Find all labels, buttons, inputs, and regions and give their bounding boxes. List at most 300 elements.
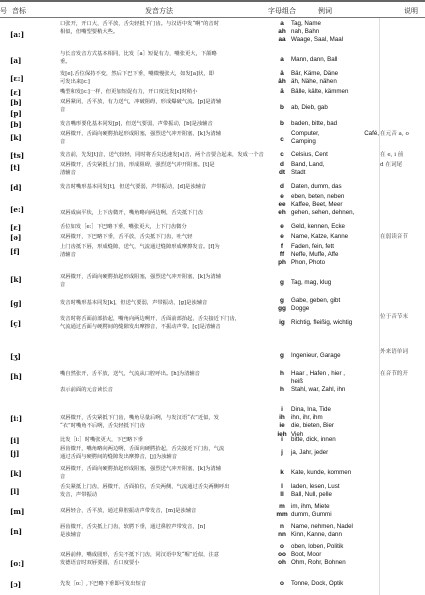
method-line: 双唇微开，舌面向硬腭抬起形成阻塞，强烈送气冲开阻塞，[k]为清辅: [60, 131, 221, 137]
pronunciation-method: [60, 406, 264, 431]
letter-item: ll: [280, 491, 284, 499]
usage-note: d 在词尾: [380, 162, 403, 168]
letter-combination: [274, 352, 290, 360]
example-line: Faden, fein, fett: [291, 243, 334, 250]
example-line: Name, nehmen, Nadel: [291, 523, 353, 530]
letter-item: b: [280, 120, 284, 127]
letter-combination: [274, 104, 290, 112]
table-row: [0, 50, 425, 68]
example-line: äh, Nähe, nähen: [291, 78, 337, 86]
method-line: 垂。: [60, 59, 71, 66]
example-line: Bär, Käme, Däne: [291, 70, 339, 77]
example-line: die, bieten, Bier: [291, 422, 334, 430]
phonetic-symbol: [ç]: [10, 319, 22, 328]
letter-combination: [274, 193, 290, 218]
phonetic-symbol: [ɔ]: [10, 580, 22, 589]
example-words: [291, 88, 379, 96]
letter-item: ieh: [277, 430, 287, 438]
example-line: Mann, dann, Ball: [291, 56, 338, 63]
method-line: 嘴型和发[ɛ:]一样，但更加短促有力，开口度比发[ɛ]时稍小: [60, 89, 198, 95]
letter-combination: [274, 406, 290, 439]
letter-item: ie: [279, 422, 285, 430]
letter-combination: [274, 449, 290, 457]
example-part: Computer,: [291, 130, 320, 137]
pronunciation-method: [60, 223, 264, 231]
letter-item: eh: [278, 209, 286, 217]
method-line: [60, 543, 264, 551]
method-line: 气流通过舌面与硬腭间的缝隙发出摩擦音，不振动声带。[ç]是清辅音: [60, 324, 221, 331]
example-words: [291, 370, 379, 395]
example-line: Name, Katze, Kanne: [291, 233, 349, 240]
letter-item: n: [280, 523, 284, 530]
letter-item: ä: [280, 88, 284, 95]
header-rule: [0, 17, 425, 18]
pronunciation-method: [60, 465, 264, 481]
method-line: 双唇微开，舌面向硬腭抬起形成阻塞，强烈送气冲开阻塞，[k]为清辅: [60, 466, 221, 472]
example-words: [291, 297, 379, 313]
pronunciation-method: [60, 315, 264, 331]
method-line: 相似，但嘴型要稍大些。: [60, 29, 119, 36]
phonetic-symbol: [ts]: [10, 151, 25, 160]
letter-combination: [274, 370, 290, 395]
header-notes: 说明: [404, 7, 418, 15]
letter-item: k: [280, 469, 284, 476]
example-line: Kaffee, Beet, Meer: [291, 201, 343, 209]
phonetic-symbol: [p]: [10, 109, 22, 118]
example-line: Bälle, kälte, kämmen: [291, 88, 349, 95]
letter-item: ee: [278, 201, 286, 209]
phonetic-symbol: [j]: [10, 449, 20, 458]
letter-combination: [274, 120, 290, 128]
method-line: 双唇微开，下巴略下垂，舌平放，舌尖抵下门齿，吐气轻: [60, 234, 193, 240]
example-words: [291, 193, 379, 218]
letter-item: i: [281, 406, 283, 413]
method-line: 发德语音时双唇要圆，舌口度要小: [60, 560, 140, 567]
example-line: oben, loben, Politik: [291, 543, 344, 550]
phonetic-symbol: [b]: [10, 120, 22, 129]
example-words: [291, 161, 379, 177]
usage-note: 在音节的开: [380, 371, 408, 377]
table-row: [0, 580, 425, 592]
method-line: [60, 378, 264, 386]
method-line: 发音时嘴形基本同发[k]，但送气要弱，声带振动，[g]是浊辅音: [60, 300, 208, 306]
letter-combination: [274, 436, 290, 444]
example-words: [291, 104, 379, 112]
example-line: Kinn, Kanne, dann: [291, 531, 342, 539]
method-line: 舌尖紧抵上门齿，唇微开，舌面拍位，舌尖两侧，气流通过舌尖两侧呼出: [60, 484, 230, 490]
pronunciation-method: [60, 507, 264, 515]
method-line: 发音嘴形要化基本同发[p]，但送气要弱，声带振动，[b]是浊辅音: [60, 121, 213, 127]
example-words: [291, 233, 379, 241]
example-line: Dogge: [291, 305, 310, 313]
pronunciation-method: [60, 299, 264, 307]
table-row: [0, 151, 425, 161]
method-line: 可发出来[ɛ:]: [60, 79, 90, 86]
example-words: [291, 56, 379, 64]
letter-combination: [274, 483, 290, 499]
table-row: [0, 130, 425, 151]
pronunciation-method: [60, 98, 264, 114]
table-row: [0, 523, 425, 543]
method-line: 发[e].舌位保持不变，然后下巴下垂，嘴微慢张大，如发[a]状，即: [60, 71, 214, 77]
example-words: [291, 319, 379, 327]
letter-combination: [274, 243, 290, 268]
example-words: [291, 20, 379, 45]
phonetic-symbol: [h]: [10, 372, 23, 381]
header-method: 发音方法: [145, 7, 173, 15]
letter-item: o: [280, 543, 284, 550]
pronunciation-method: [60, 183, 264, 191]
method-line: [60, 406, 264, 414]
table-row: [0, 348, 425, 370]
method-line: 双唇紧闭，舌平放，有力送气，冲破阻碍，形成爆破气流。[p]是清辅: [60, 99, 222, 105]
example-line: Tag, mag, klug: [291, 279, 332, 286]
usage-note: 在元音 a, o: [380, 131, 409, 137]
table-row: [0, 273, 425, 295]
header-examples: 例词: [318, 7, 332, 15]
header-letters: 字母组合: [268, 7, 296, 15]
example-line: Ball, Null, pelle: [291, 491, 332, 499]
phonetic-symbol: [n]: [10, 527, 23, 536]
pronunciation-method: [60, 243, 264, 259]
letter-item: h: [280, 370, 284, 377]
method-line: 发音时嘴形基本同发[t]，但送气要弱，声带振动，[d]是浊辅音: [60, 184, 207, 190]
letter-item: ig: [279, 319, 285, 326]
method-line: 先发［o:］,下巴略下垂即可发出短音: [60, 581, 147, 587]
letter-combination: [274, 136, 290, 144]
example-words: [291, 243, 379, 268]
phonetic-symbol: [i]: [10, 436, 20, 445]
pronunciation-method: [60, 483, 264, 499]
method-line: [60, 201, 264, 209]
phonetic-symbol: [o:]: [10, 559, 25, 568]
method-line: 与长音发音方式基本相同，比发［a］短促有力，嘴张更大，下颌略: [60, 51, 217, 57]
table-row: [0, 503, 425, 523]
example-line: Celsius, Cent: [291, 151, 328, 158]
method-line: 发音前，先发[t]音，送气较轻，同时将舌尖迅速发[s]音，两个音要合起来，发成一个音: [60, 152, 264, 158]
example-line: Camping: [291, 138, 316, 146]
method-line: 唇齿微开，舌尖抵上门齿，软腭下垂，通过鼻腔声带发音，[n]: [60, 524, 206, 530]
letter-item: c: [280, 136, 284, 143]
phonetic-symbol: [d]: [10, 183, 22, 192]
table-row: [0, 543, 425, 579]
example-line: [291, 370, 379, 378]
method-line: 双唇微开，舌尖紧抵下门齿，嘴角尽量后咧，与发汉语“衣”近似，发: [60, 415, 220, 422]
letter-item: d: [280, 183, 284, 190]
letter-item: e: [280, 223, 284, 230]
usage-note: 在 e, i 前: [380, 152, 404, 158]
letter-item: ih: [279, 414, 285, 422]
example-line: Vieh: [291, 430, 304, 438]
pronunciation-method: [60, 233, 264, 241]
table-row: [0, 483, 425, 503]
usage-note: 外来语单词: [380, 349, 408, 355]
method-line: 上门齿抵下唇，形成缝隙，送气，气流通过缝隙形成摩擦发音。[f]为: [60, 244, 220, 250]
table-row: [0, 223, 425, 233]
usage-note: 位于音节末: [380, 314, 408, 320]
pronunciation-method: [60, 130, 264, 146]
letter-item: g: [280, 352, 284, 359]
example-words: [291, 449, 379, 457]
phonetic-symbol: [ɛ:]: [10, 74, 24, 83]
example-words: [291, 406, 379, 439]
letter-item: mm: [276, 511, 288, 519]
example-line: im, ihm, Miete: [291, 503, 330, 510]
pronunciation-method: [60, 193, 264, 218]
method-line: 发音时将舌面前部抬起，嘴角向两边咧开，舌面前部抬起，舌尖接近下门齿，: [60, 316, 241, 322]
example-line: Geld, kennen, Ecke: [291, 223, 346, 230]
method-line: 通过舌面与硬腭间的缝隙发出摩擦音，[j]为浊辅音: [60, 454, 178, 461]
example-line: heiß: [291, 378, 304, 386]
method-line: 双唇前伸，嘴成圆形，舌尖不抵下门齿，同汉语中发“喔”近似，注意: [60, 552, 220, 559]
phonetic-symbol: [a:]: [10, 30, 25, 39]
table-row: [0, 313, 425, 343]
letter-item: nn: [278, 531, 286, 539]
method-line: 表示前面的元音读长音: [60, 387, 113, 394]
table-row: [0, 406, 425, 436]
letter-combination: [274, 88, 290, 96]
letter-combination: [274, 56, 290, 64]
letter-item: o: [280, 580, 284, 587]
example-words: [291, 279, 379, 287]
letter-item: m: [279, 503, 285, 510]
top-rule: [0, 0, 425, 2]
table-row: [0, 297, 425, 311]
method-line: 唇齿微开，嘴角略向两边咧，舌面向硬腭抬起，舌尖接近下门齿，气流: [60, 446, 225, 452]
example-line: Waage, Saal, Maal: [291, 36, 344, 44]
letter-item: h: [280, 386, 284, 394]
letter-item: g: [280, 297, 284, 304]
letter-item: ä: [280, 70, 284, 77]
phonetic-symbol: [k]: [10, 469, 22, 478]
header-num: 号: [0, 7, 7, 15]
table-row: [0, 436, 425, 445]
example-line: Boot, Moor: [291, 551, 322, 559]
phonetic-symbol: [ɛ]: [10, 223, 22, 232]
method-line: 双唇微开，舌尖紧抵上门齿，形成阻碍，强烈送气冲开阻塞。[t]是: [60, 162, 215, 168]
letter-item: äh: [278, 78, 286, 86]
letter-item: g: [280, 279, 284, 286]
letter-item: d: [280, 161, 284, 168]
letter-combination: [274, 469, 290, 477]
phonetic-symbol: [a]: [10, 56, 22, 65]
pronunciation-method: [60, 273, 264, 289]
letter-item: oh: [278, 559, 286, 567]
example-line: Ohm, Rohr, Bohnen: [291, 559, 346, 567]
pronunciation-method: [60, 161, 264, 177]
letter-combination: [274, 279, 290, 287]
letter-combination: [274, 580, 290, 588]
table-row: [0, 98, 425, 120]
example-line: dumm, Gummi: [291, 511, 332, 519]
method-line: 音: [60, 474, 66, 481]
pronunciation-method: [60, 20, 264, 36]
letter-item: j: [281, 449, 283, 456]
letter-item: ff: [279, 251, 285, 259]
example-words: [291, 483, 379, 499]
letter-item: l: [281, 483, 283, 490]
example-line: ja, Jahr, jeder: [291, 449, 329, 456]
phonetic-symbol: [t]: [10, 163, 21, 172]
table-row: [0, 193, 425, 223]
letter-combination: [274, 543, 290, 568]
example-words: [291, 120, 379, 128]
letter-item: ph: [278, 259, 286, 267]
table-row: [0, 70, 425, 88]
example-words: [291, 523, 379, 539]
letter-item: i: [281, 436, 283, 443]
letter-combination: [274, 183, 290, 191]
phonetic-symbol: [m]: [10, 507, 25, 516]
phonetic-symbol: [i:]: [10, 414, 23, 423]
phonetic-symbol: [b]: [10, 98, 22, 107]
example-part: Café,: [364, 130, 379, 137]
table-row: [0, 183, 425, 193]
letter-combination: [274, 70, 290, 86]
table-row: [0, 161, 425, 183]
table-row: [0, 243, 425, 265]
pronunciation-method: [60, 50, 264, 66]
usage-note: 在弱读音节: [380, 234, 408, 240]
example-words: [291, 183, 379, 191]
method-line: 是浊辅音: [60, 532, 82, 539]
example-line: laden, lesen, Lust: [291, 483, 340, 490]
method-line: 比发［i:］时嘴张更大，下巴略下垂: [60, 437, 143, 443]
letter-item: b: [280, 104, 284, 111]
method-line: 双唇微开，舌面向硬腭抬起形成阻塞，强烈送气冲开阻塞，[k]为清辅: [60, 274, 221, 280]
example-line: bitte, dick, innen: [291, 436, 336, 443]
example-words: [291, 469, 379, 477]
table-row: [0, 120, 425, 130]
phonetic-symbol: [f]: [10, 247, 20, 256]
method-line: 嘴自然张开，舌平放，送气，气流从口腔呼出。[h]为清辅音: [60, 371, 200, 377]
phonetic-symbol: [ʒ]: [10, 352, 21, 361]
example-line: Kate, kunde, kommen: [291, 469, 352, 476]
table-row: [0, 20, 425, 44]
letter-combination: [274, 297, 290, 313]
example-words: [291, 70, 379, 86]
example-words: [291, 223, 379, 231]
example-line: Daten, dumm, das: [291, 183, 342, 190]
pronunciation-method: [60, 580, 264, 588]
phonetic-symbol: [k]: [10, 133, 22, 142]
example-words: [291, 543, 379, 568]
letter-item: oo: [278, 551, 286, 559]
method-line: 双唇成扁平状，上下齿微开，嘴角略向两边咧，舌尖抵下门齿: [60, 210, 204, 217]
header-symbol: 音标: [12, 7, 26, 15]
pronunciation-method: [60, 436, 264, 444]
example-words: [291, 151, 379, 159]
letter-item: f: [280, 243, 284, 250]
letter-item: [274, 378, 290, 386]
table-row: [0, 370, 425, 406]
method-line: 舌位如发［e:］下巴略下垂，嘴张更大，上下门齿微分: [60, 224, 187, 230]
method-line: 口张开，开口大，舌平放，舌尖轻抵下门齿。与汉语中发“啊”的音时: [60, 21, 220, 27]
example-line: gehen, sehen, dehnen,: [291, 209, 355, 217]
letter-item: aa: [278, 36, 286, 44]
phonetic-symbol: [e:]: [10, 205, 25, 214]
letter-item: a: [280, 20, 284, 27]
method-line: 音: [60, 139, 66, 146]
phonetic-symbol: [ə]: [10, 233, 22, 242]
pronunciation-method: [60, 120, 264, 128]
pronunciation-method: [60, 151, 264, 159]
phonetic-symbol: [g]: [10, 299, 22, 308]
example-line: [291, 130, 379, 138]
letter-item: a: [280, 56, 284, 63]
example-part: Haar , Hafen , hier ,: [291, 370, 345, 377]
example-line: baden, bitte, bad: [291, 120, 338, 127]
example-line: Tag, Name: [291, 20, 321, 27]
letter-combination: [274, 233, 290, 241]
example-words: [291, 436, 379, 444]
example-line: nah, Bahn: [291, 28, 320, 36]
letter-combination: [274, 319, 290, 327]
pronunciation-method: [60, 523, 264, 539]
letter-item: c: [280, 151, 284, 158]
phonetic-symbol: [ɛ]: [10, 88, 22, 97]
table-row: [0, 445, 425, 465]
method-line: 音: [60, 282, 66, 289]
example-line: Neffe, Muffe, Affe: [291, 251, 339, 259]
phonetic-symbol: [k]: [10, 275, 22, 284]
example-words: [291, 503, 379, 519]
table-row: [0, 88, 425, 98]
example-line: Dina, Ina, Tide: [291, 406, 331, 413]
pronunciation-method: [60, 445, 264, 461]
table-row: [0, 233, 425, 243]
example-line: Ingenieur, Garage: [291, 352, 341, 359]
method-line: 发音，声带振动: [60, 492, 98, 499]
pronunciation-method: [60, 543, 264, 568]
method-line: “衣”时嘴角不后咧，舌尖轻抵下门齿: [60, 423, 145, 430]
letter-item: e: [280, 233, 284, 240]
method-line: 双唇轻合，舌平放，通过鼻腔振动声带发音，[m]是浊辅音: [60, 508, 197, 514]
example-words: [291, 352, 379, 360]
phonetic-symbol: [l]: [10, 487, 20, 496]
letter-item: ah: [278, 28, 286, 36]
method-line: 清辅音: [60, 170, 76, 177]
method-line: [60, 193, 264, 201]
pronunciation-method: [60, 88, 264, 96]
example-line: Stadt: [291, 169, 306, 177]
example-words: [291, 580, 379, 588]
example-line: Richtig, fleißig, wichtig: [291, 319, 353, 326]
letter-combination: [274, 523, 290, 539]
letter-combination: [274, 503, 290, 519]
example-words: [291, 130, 379, 146]
example-line: Gabe, geben, gibt: [291, 297, 341, 304]
method-line: 清辅音: [60, 252, 76, 259]
letter-combination: [274, 151, 290, 159]
example-line: Band, Land,: [291, 161, 325, 168]
letter-combination: [274, 223, 290, 231]
example-line: ab, Dieb, gab: [291, 104, 328, 111]
table-row: [0, 465, 425, 483]
method-line: 音: [60, 107, 66, 114]
letter-item: e: [280, 193, 284, 200]
example-line: Phon, Photo: [291, 259, 326, 267]
letter-item: dt: [278, 169, 286, 177]
pronunciation-method: [60, 370, 264, 395]
example-line: eben, beten, neben: [291, 193, 345, 200]
letter-item: gg: [278, 305, 286, 313]
pronunciation-method: [60, 70, 264, 86]
letter-combination: [274, 161, 290, 177]
example-line: Tonne, Dock, Optik: [291, 580, 344, 587]
letter-combination: [274, 20, 290, 45]
example-line: ihn, ihr, ihm: [291, 414, 323, 422]
